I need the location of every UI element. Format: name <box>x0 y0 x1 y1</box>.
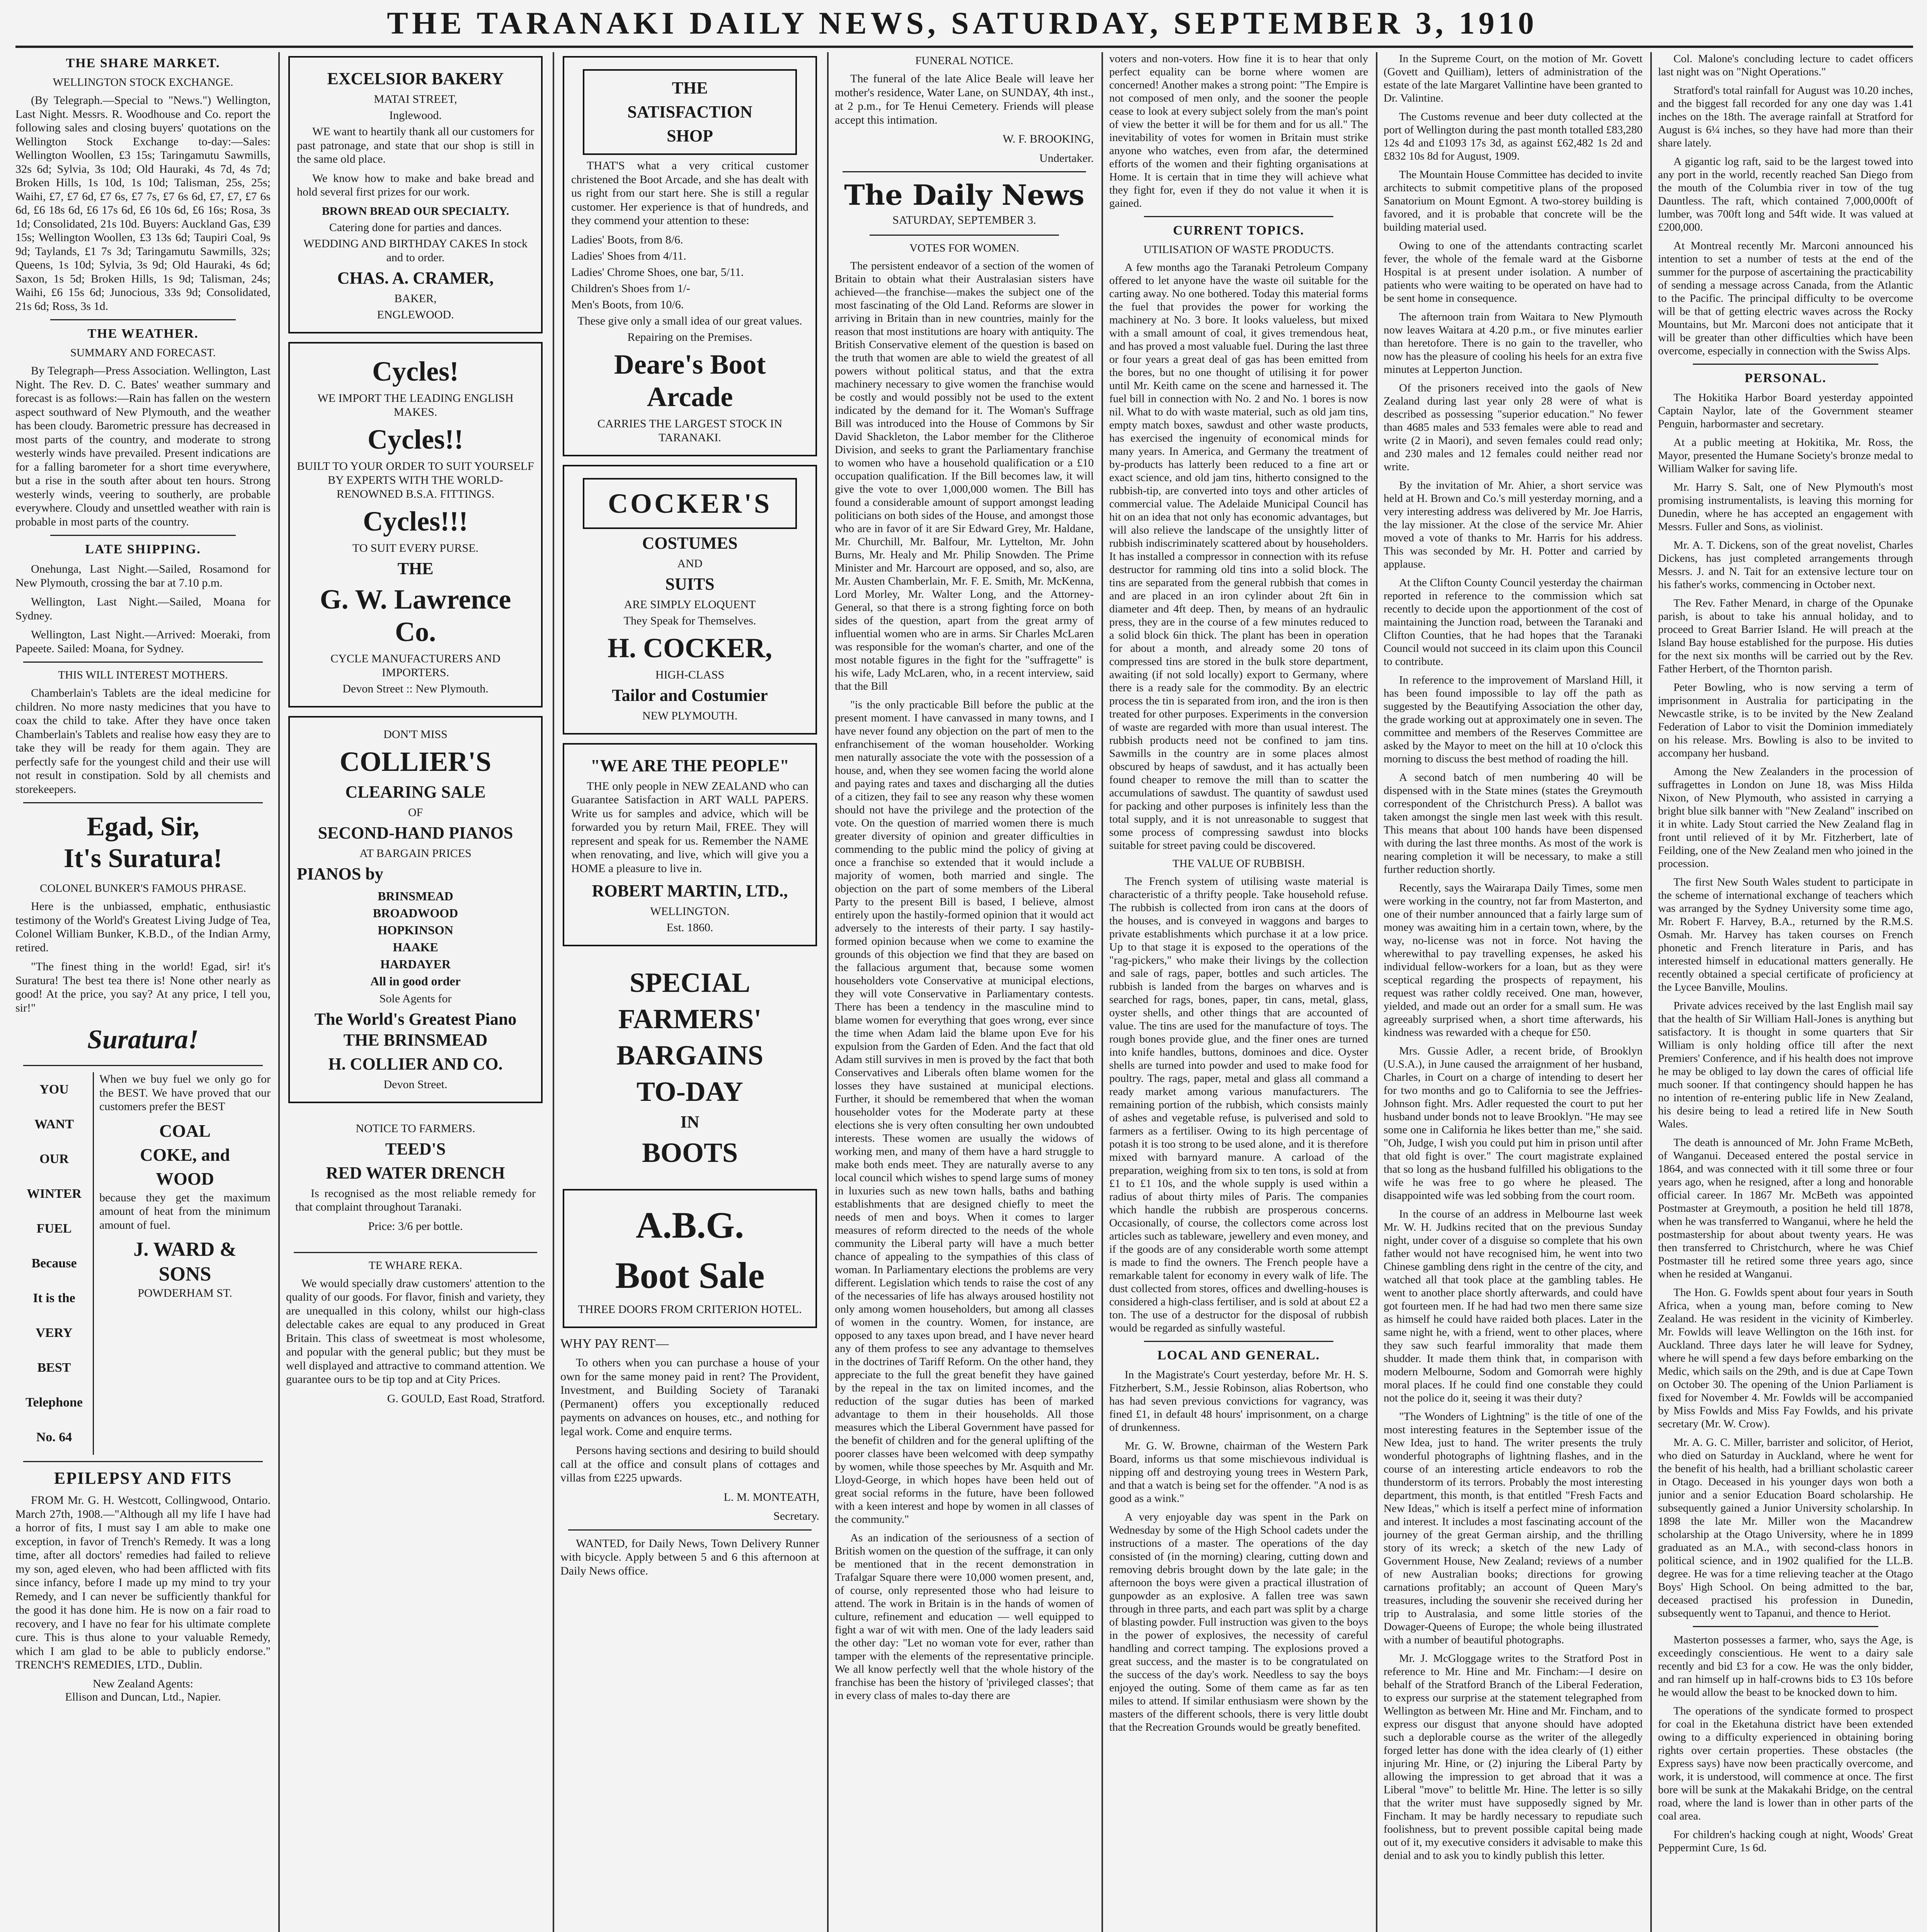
funeral-heading: FUNERAL NOTICE. <box>915 54 1013 67</box>
cycles-line: TO SUIT EVERY PURSE. <box>352 541 479 554</box>
rubbish-heading: THE VALUE OF RUBBISH. <box>1172 857 1305 870</box>
teeds-price: Price: 3/6 per bottle. <box>368 1219 463 1233</box>
lawrence-cycles-ad <box>288 342 543 707</box>
teeds-drench-ad <box>288 1112 543 1243</box>
teeds-product: RED WATER DRENCH <box>326 1163 505 1182</box>
news-paragraph: Stratford's total rainfall for August was 10.20 inches, and the biggest fall recorded for any one day was 1.41 inches on the 18th. The average rainfall at Stratford for August is 6¼ inches, so they have had more than their share lately. <box>1658 84 1913 149</box>
piano-maker: BROADWOOD <box>373 906 458 920</box>
cocker-name: COCKER'S <box>608 488 772 519</box>
personal-paragraph: The Rev. Father Menard, in charge of the Opunake parish, is about to take his annual holiday, and to proceed to Great Barrier Island. He will preach at the Island Bay house established for the purpose. His duties for the next six months will be carried out by the Rev. Father Herbert, of the Thornton parish. <box>1658 597 1913 675</box>
satisfaction-item: Ladies' Chrome Shoes, one bar, 5/11. <box>571 265 744 279</box>
masthead: THE TARANAKI DAILY NEWS, SATURDAY, SEPTEMBER 3, 1910 <box>387 5 1538 41</box>
epilepsy-agents-names: Ellison and Duncan, Ltd., Napier. <box>65 1690 221 1703</box>
egad-quote: "The finest thing in the world! Egad, sir! it's Suratura! The best tea there is! None other nearly as good! At the price, you say? At any price, I tell you, sir!" <box>15 960 271 1014</box>
divider <box>1144 1341 1333 1342</box>
bakery-brown-bread: BROWN BREAD OUR SPECIALTY. <box>322 204 509 218</box>
cocker-tailor: Tailor and Costumier <box>612 685 768 705</box>
weather-heading: THE WEATHER. <box>87 327 199 341</box>
abg-sale: Boot Sale <box>615 1255 765 1296</box>
news-paragraph: At the Clifton County Council yesterday the chairman reported in reference to the commission which sat recently to decide upon the apportionment of the cost of maintaining the Junction road, between the Taranaki and Clifton Counties, that he had hopes that the Taranaki Council would not succeed in its claim upon this Council to contribute. <box>1384 577 1643 668</box>
cycles-address: Devon Street :: New Plymouth. <box>342 682 489 695</box>
personal-paragraph: Private advices received by the last English mail say that the health of Sir William Hall-Jones is anything but satisfactory. It is thought in some quarters that Sir William is only holding office till after the next Premiers' Conference, and if his health does not improve he may be obliged to lay down the cares of official life much sooner. If that contingency should happen he has no intention of re-entering public life in New Zealand, his desire being to lead a retired life in New South Wales. <box>1658 1000 1913 1130</box>
column-separator <box>553 52 554 1932</box>
news-paragraph: In the course of an address in Melbourne last week Mr. W. H. Judkins recited that on the previous Sunday night, under cover of a disguise so complete that his own father would not have recognised him, he went into two Chinese gambling dens right in the centre of the city, and watched all that took place at the gambling tables. He went to another place shortly afterwards, and could have got fourteen men. If he had had two men there same size as himself he could have raided both places. Later in the same night he, with a friend, went to other places, where they saw such fearful immorality that made them shudder. It made them think that, in comparison with modern Melbourne, Sodom and Gomorrah were highly moral places. If he could find one constable they could not the police do it, seeing it was their duty? <box>1384 1208 1643 1404</box>
abg-boot-sale-ad <box>563 1189 817 1328</box>
share-market-heading: THE SHARE MARKET. <box>66 56 220 70</box>
whare-reka-heading: TE WHARE REKA. <box>369 1259 462 1272</box>
deares-carries: CARRIES THE LARGEST STOCK IN TARANAKI. <box>597 417 783 444</box>
bakery-body-2: We know how to make and bake bread and hold several first prizes for our work. <box>297 172 534 198</box>
news-paragraph: Mr. J. McGloggage writes to the Stratford Post in reference to Mr. Hine and Mr. Fincham:—I desire on behalf of the Stratford Branch of the Liberal Federation, to express our surprise at the statement telegraphed from Wellington as between Mr. Hine and Mr. Fincham, and to express our disgust that anyone should have adopted such a deplorable course as the writer of the allegedly forged letter has done with the idea clearly of (1) either injuring Mr. Hine, or (2) injuring the Liberal Party by allowing the impression to get abroad that it was a Liberal "move" to belittle Mr. Hine. The letter is so silly that the writer must have supposedly signed by Mr. Fincham. It may be hardly necessary to repudiate such foolishness, but to prevent possible capital being made out of it, my executive considers it advisable to make this denial and to ask you to kindly publish this letter. <box>1384 1652 1643 1862</box>
teeds-name: TEED'S <box>385 1139 446 1158</box>
satisfaction-item: Ladies' Shoes from 4/11. <box>571 249 686 262</box>
bunker-subheading: COLONEL BUNKER'S FAMOUS PHRASE. <box>40 882 246 895</box>
share-market-body: (By Telegraph.—Special to "News.") Wellington, Last Night. Messrs. R. Woodhouse and Co. report the following sales and closing buyers' quotations on the Wellington Stock Exchange to-day:—Sales: Wellington Woollen, £3 15s; Taringamutu Sawmills, 32s 6d; Sylvia, 3s 10d; Old Hauraki, 4s 7d, 4s 7d; Broken Hills, 1s 10d, 1s 10d; Talisman, 25s, 25s; Waihi, £7, £7 6d, £7 6s, £7 7s, £7 6s 6d, £7, £7, £7 6s 6d, £6 18s 6d, £6 17s 6d, £6 10s 6d, £6 16s; Rosa, 3s 1d; Consolidated, 21s 10d. Buyers: Auckland Gas, £39 15s; Wellington Woollen, £3 13s 6d; Taupiri Coal, 9s 9d; Taylands, £1 7s 3d; Taringamutu Sawmills, 32s; Queens, 1s 10d; Sylvia, 3s 9d; Old Hauraki, 4s 6d; Saxon, 1s 5d; Broken Hills, 1s 9d; Talisman, 24s; Waihi, £6 15s 6d; Junocious, 33s 9d; Consolidated, 21s 6d; Ross, 3s 1d. <box>15 94 271 313</box>
personal-paragraph: The death is announced of Mr. John Frame McBeth, of Wanganui. Deceased entered the postal service in 1864, and was connected with it till some three or four years ago, when he resigned, after a long and honorable official career. In 1867 Mr. McBeth was appointed Postmaster at Greymouth, a position he held till 1878, when he was transferred to Wanganui, where he held the postmastership for about about twenty years. He was then transferred to Christchurch, where he was Chief Postmaster till he retired some three years ago, since when he resided at Wanganui. <box>1658 1136 1913 1280</box>
funeral-body: The funeral of the late Alice Beale will leave her mother's residence, Water Lane, on SUNDAY, 4th inst., at 2 p.m., for Te Henui Cemetery. Friends will please accept this intimation. <box>835 72 1094 126</box>
deares-boot-arcade-ad <box>563 56 817 456</box>
satisfaction-item: Men's Boots, from 10/6. <box>571 298 684 311</box>
news-paragraph: For children's hacking cough at night, Woods' Great Peppermint Cure, 1s 6d. <box>1658 1828 1913 1854</box>
column-7-news <box>1658 52 1913 357</box>
shipping-heading: LATE SHIPPING. <box>85 542 201 556</box>
mothers-heading: THIS WILL INTEREST MOTHERS. <box>58 669 228 681</box>
epilepsy-agents: New Zealand Agents: <box>93 1677 193 1690</box>
divider <box>23 1065 263 1066</box>
cycles-the: THE <box>397 559 434 578</box>
shipping-item: Onehunga, Last Night.—Sailed, Rosamond for New Plymouth, crossing the bar at 7.10 p.m. <box>15 563 271 589</box>
coal-sidebar-word: WANT <box>34 1117 74 1131</box>
current-topics-heading: CURRENT TOPICS. <box>1173 223 1304 238</box>
cycles-line: WE IMPORT THE LEADING ENGLISH MAKES. <box>317 391 514 418</box>
local-general-heading: LOCAL AND GENERAL. <box>1157 1348 1320 1362</box>
bakery-cakes: WEDDING AND BIRTHDAY CAKES In stock and to order. <box>303 237 528 264</box>
collier-second-hand: SECOND-HAND PIANOS <box>318 823 513 842</box>
coal-item: WOOD <box>156 1168 214 1189</box>
cocker-costumes: COSTUMES <box>642 533 738 553</box>
weather-subheading: SUMMARY AND FORECAST. <box>70 347 216 359</box>
news-paragraph: By the invitation of Mr. Ahier, a short service was held at H. Brown and Co.'s mill yesterday morning, and a very interesting address was delivered by Mr. Joe Harris, the lay missioner. At the close of the service Mr. Ahier moved a vote of thanks to Mr. Harris for his address. This was seconded by Mr. H. Potter and carried by applause. <box>1384 479 1643 570</box>
collier-address: Devon Street. <box>383 1078 448 1091</box>
votes-continued: voters and non-voters. How fine it is to hear that only perfect equality can be borne where women are concerned! Another makes a strong point: "The Empire is not composed of men only, and the sooner the people cease to look at every subject solely from the man's point of view the better it will be for them and for us all." The inevitability of votes for women in Britain must strike anyone who watches, even from afar, the determined efforts of the women and their fighting organisations at Home. It is certain that in time they will achieve what they fight for, even if they do not value it when it is gained. <box>1109 53 1368 209</box>
votes-paragraph: "is the only practicable Bill before the public at the present moment. I have canvassed in many towns, and I have never found any objection on the part of men to the enfranchisement of the woman householder. Working men naturally associate the vote with the possession of a house, and, when they see women facing the world alone and paying rates and taxes and discharging all the duties of a citizen, they fail to see any reason why these women should not have the privilege and the protection of the vote. On the question of married women there is much greater diversity of opinion and greater difficulties in commending to the public mind the policy of giving at once a franchise so extended that it would include a majority of women, both married and single. The objection on the part of some members of the Liberal Party to the present Bill is based, I believe, almost entirely upon the hastily-formed opinion that it would act adversely to the interests of their party. I say hastily-formed opinion because when we come to examine the grounds of this objection we find that they are based on the fallacious argument that, because some women householders vote Conservative at municipal elections, they will vote Conservative in Parliamentary contests. There has been a tendency in the masculine mind to blame women for everything that goes wrong, ever since the time when Adam laid the blame upon Eve for his expulsion from the Garden of Eden. And the fact that old Adam still survives in men is proved by the fact that both Conservatives and Liberals often blame women for the losses they have sustained at municipal elections. Further, it should be remembered that when the woman householder votes for the Moderate party at these elections she is very often consulting her own undoubted interests. These women are usually the widows of working men, and many of them have a hard struggle to make both ends meet. They are naturally averse to any local council which wishes to spend large sums of money in luxuries such as new town halls, baths and bathing establishments that are designed chiefly to meet the needs of men and boys. When it comes to larger measures of reform directed to the needs of the whole community the Liberal party will have a much better chance of appealing to the sympathies of this class of woman. In Parliamentary elections the problems are very different. Legislation which tends to raise the cost of any of the necessaries of life has always aroused hostility not only among women householders, but among all classes of women in the country. Women, for instance, are opposed to any taxes upon bread, and I have never heard any of them profess to see any advantage to themselves in the doctrines of Tariff Reform. On the other hand, they appreciate to the full the great benefit they have gained by the repeal in the tax on limited incomes, and the reduction of the sugar duties has been of marked advantage to them in their households. All those measures which the Liberal Government have passed for the benefit of children and for the general uplifting of the poorer classes have been welcomed with deep sympathy by women, while those speeches by Mr. Asquith and Mr. Lloyd-George, in which hopes have been held out of great social reforms in the future, have been followed with a keen interest and hope by women in all classes of the community." <box>835 699 1094 1526</box>
column-separator <box>1101 52 1103 1932</box>
cycles-heading: Cycles!!! <box>363 505 468 537</box>
divider <box>23 1461 263 1462</box>
local-paragraph: A very enjoyable day was spent in the Park on Wednesday by some of the High School cadets under the instructions of a master. The operations of the day consisted of (in the morning) clearing, cutting down and removing debris brought down by the late gale; in the afternoon the boys were given a practical illustration of gunpowder as an explosive. A fallen tree was sawn through in three parts, and each part was split by a charge of blasting powder. Full instruction was given to the boys in the power of explosives, the necessity of careful handling and correct tamping. The explosions proved a great success, and the master is to be congratulated on the success of the day's work. Needless to say the boys enjoyed the outing. Some of them came as far as ten miles to attend. If similar enthusiasm were shown by the masters of the different schools, there is very little doubt that the Recreation Grounds would be greatly benefited. <box>1109 1511 1368 1733</box>
bargains-boots: BOOTS <box>642 1137 738 1168</box>
cocker-eloquent: ARE SIMPLY ELOQUENT <box>624 598 756 611</box>
news-paragraph: Of the prisoners received into the gaols of New Zealand during last year only 28 were of what is described as possessing "superior education." No fewer than 4685 males and 533 females were able to read and write (2 in Maori), and seven females could read only; and 230 males and 12 females could neither read nor write. <box>1384 382 1643 473</box>
personal-paragraph: The Hon. G. Fowlds spent about four years in South Africa, when a young man, before coming to New Zealand. He was resident in the vicinity of Kimberley. Mr. Fowlds will leave Wellington on the 16th inst. for Auckland. Three days later he will leave for Sydney, where he will spend a few days before embarking on the Medic, which sails on the 29th, and is due at Cape Town on October 30. The opening of the Union Parliament is fixed for November 4. Mr. Fowlds will be accompanied by Miss Fowlds and Miss Fay Fowlds, and his private secretary (Mr. W. Crow). <box>1658 1286 1913 1430</box>
cycles-line: BUILT TO YOUR ORDER TO SUIT YOURSELF BY EXPERTS WITH THE WORLD-RENOWNED B.S.A. FITTINGS. <box>297 459 534 500</box>
column-3 <box>560 52 819 1932</box>
coal-address: POWDERHAM ST. <box>138 1287 232 1299</box>
piano-maker: HOPKINSON <box>378 923 453 937</box>
votes-heading: VOTES FOR WOMEN. <box>909 242 1019 254</box>
shipping-item: Wellington, Last Night.—Arrived: Moeraki, from Papeete. Sailed: Moana, for Sydney. <box>15 628 271 655</box>
column-separator <box>1376 52 1377 1932</box>
people-firm: ROBERT MARTIN, LTD., <box>592 881 788 900</box>
personal-paragraph: The first New South Wales student to participate in the scheme of international exchange of teachers which was arranged by the Sydney University some time ago, Mr. Robert F. Harvey, B.A., returned by the R.M.S. Osmah. Mr. Harvey has taken courses on French phonetic and French literature in Paris, and has interested himself in educational matters generally. He recently obtained a special certificate of proficiency at the Lycee Banville, Moulins. <box>1658 876 1913 993</box>
rent-role: Secretary. <box>773 1510 819 1522</box>
personal-paragraph: At a public meeting at Hokitika, Mr. Ross, the Mayor, presented the Humane Society's bronze medal to William Walker for saving life. <box>1658 436 1913 475</box>
personal-paragraph: Mr. A. T. Dickens, son of the great novelist, Charles Dickens, has just completed arrangements through Messrs. J. and N. Tait for an extensive lecture tour on his father's works, commencing in October next. <box>1658 539 1913 591</box>
coal-sidebar-word: Telephone No. 64 <box>25 1395 83 1444</box>
cockers-costumes-ad <box>563 465 817 735</box>
satisfaction-body: THAT'S what a very critical customer christened the Boot Arcade, and she has dealt with us right from our start here. She is still a regular customer. Her experience is that of hundreds, and they commend your attention to these: <box>571 159 809 227</box>
bargains-line: TO-DAY <box>636 1076 744 1107</box>
divider <box>843 171 1086 172</box>
bakery-catering: Catering done for parties and dances. <box>329 221 502 234</box>
people-est: Est. 1860. <box>666 921 713 934</box>
collier-name: COLLIER'S <box>339 746 492 777</box>
editorial-nameplate: The Daily News <box>844 179 1084 211</box>
cycles-heading: Cycles!! <box>368 423 463 455</box>
personal-paragraph: Mr. Harry S. Salt, one of New Plymouth's most promising instrumentalists, is leaving this morning for Dunedin, where he has accepted an engagement with Messrs. Fuller and Sons, as violinist. <box>1658 481 1913 533</box>
cycles-heading: Cycles! <box>372 355 459 387</box>
divider <box>23 662 263 663</box>
news-paragraph: "The Wonders of Lightning" is the title of one of the most interesting features in the September issue of the New Idea, just to hand. The writer presents the truly wonderful photographs of lightning flashes, and in the course of an interesting article endeavors to rob the thunderstorm of its terrors. Probably the most interesting department, this month, is that entitled "Fresh Facts and New Ideas," which is itself a perfect mine of information and interest. It includes a most fascinating account of the journey of the great German airship, and the thrilling story of its wreck; a sketch of the new Lady of Government House, New Zealand; reviews of a number of new Australian books; directions for growing carnations profitably; an account of Queen Mary's treasures, including the souvenir she received during her trip to Australasia, and some little stories of the Dowager-Queens of Europe; the whole being illustrated with a number of beautiful photographs. <box>1384 1410 1643 1646</box>
cycles-desc: CYCLE MANUFACTURERS AND IMPORTERS. <box>330 652 500 679</box>
cocker-speak: They Speak for Themselves. <box>623 614 756 627</box>
waste-body: A few months ago the Taranaki Petroleum Company offered to let anyone have the waste oil suitable for the carting away. No one bothered. Today this material forms the fuel that provides the power for working the machinery at No. 3 bore. It looks valueless, but mixed with a small amount of coal, it gives tremendous heat, and has proved a most valuable fuel. During the last three or four years a great deal of gas has been emitted from the bores, but no one thought of utilising it for power until Mr. Keith came on the scene and harnessed it. The fuel bill in connection with No. 2 and No. 1 bores is now nil. What to do with waste material, such as old jam tins, empty match boxes, sawdust and other waste products, has exercised the ingenuity of economical minds for many years. In America, and Germany the treatment of by-products has latterly been reduced to a fine art or exact science, and old jam tins, hitherto consigned to the rubbish-tip, are converted into toys and other articles of commercial value. The Adelaide Municipal Council has hit on an idea that not only has economic advantages, but will also relieve the landscape of the unsightly litter of rubbish indiscriminately scattered about by householders. It has installed a compressor in connection with its refuse destructor for ramming old tins into a solid block. The tins are separated from the general rubbish that comes in and are placed in an iron cylinder about 2ft 6in in diameter and 4ft deep. Then, by means of an hydraulic press, they are in the course of a few minutes reduced to a solid block 6in thick. The plant has been in operation for about a month, and already some 20 tons of compressed tins are stored in the bulk store department, awaiting (if not sold locally) export to Germany, where there is a ready sale for the commodity. By an electric process the tin is separated from iron, and the iron is then treated for other purposes. Experiments in the conversion of waste are regarded with more than usual interest. The rubbish products need not be confined to jam tins. Sawmills in the country are in some places almost obscured by heaps of sawdust, and it has actually been found cheaper to remove the mill than to scatter the accumulations of sawdust. The quantity of sawdust used for packing and other purposes is infinitely less than the total supply, and it is not unreasonable to suggest that some process of compressing sawdust into blocks suitable for street paving could be discovered. <box>1109 261 1368 852</box>
coal-sidebar-word: WINTER <box>27 1187 82 1201</box>
rent-heading: WHY PAY RENT— <box>560 1337 669 1351</box>
weather-body: By Telegraph—Press Association. Wellington, Last Night. The Rev. D. C. Bates' weather summary and forecast is as follows:—Rain has fallen on the western aspect southward of New Plymouth, and the weather has been cloudy. Barometric pressure has decreased in most parts of the country, and moderate to strong westerly winds have prevailed. Present indications are for a falling barometer for a short time everywhere, but a rise in the south after about ten hours. Strong westerly winds, veering to southerly, are probable everywhere. Cloudy and unsettled weather with rain is probable in most parts of the country. <box>15 364 271 528</box>
coal-sidebar-word: VERY <box>36 1326 73 1340</box>
column-separator <box>827 52 829 1932</box>
egad-body: Here is the unbiassed, emphatic, enthusiastic testimony of the World's Greatest Living Judge of Tea, Colonel William Bunker, K.B.D., of the Indian Army, retired. <box>15 900 271 954</box>
coal-ad-sidebar <box>15 1072 94 1455</box>
column-separator <box>278 52 280 1932</box>
news-paragraph: In the Supreme Court, on the motion of Mr. Govett (Govett and Quilliam), letters of administration of the estate of the late Margaret Vallintine have been granted to Dr. Valintine. <box>1384 53 1643 104</box>
people-city: WELLINGTON. <box>650 905 730 918</box>
personal-paragraph: Mr. A. G. C. Miller, barrister and solicitor, of Heriot, who died on Saturday in Auckland, where he went for the benefit of his health, had a brilliant scholastic career in Otago. Deceased in his younger days won both a junior and a senior Education Board scholarship. He subsequently gained a Junior University scholarship. In 1898 the late Mr. Miller won the Macandrew scholarship at the Otago University, where he in 1899 graduated as an M.A., with second-class honors in political science, and in 1902 qualified for the LL.B. degree. He was for a time relieving teacher at the Otago Boys' High School. On being admitted to the bar, deceased practised his profession in Dunedin, subsequently went to Tapanui, and thence to Heriot. <box>1658 1436 1913 1619</box>
collier-makers-list <box>297 888 534 990</box>
satisfaction-the: THE <box>672 78 708 97</box>
piano-maker: HARDAYER <box>380 957 451 971</box>
coal-sidebar-word: BEST <box>37 1361 71 1375</box>
collier-bargain: AT BARGAIN PRICES <box>359 847 472 860</box>
rent-sign: L. M. MONTEATH, <box>723 1490 819 1503</box>
cocker-town: NEW PLYMOUTH. <box>642 709 738 722</box>
divider <box>1693 364 1878 365</box>
collier-pianos-by: PIANOS by <box>297 864 383 883</box>
collier-dont: DON'T MISS <box>383 728 448 741</box>
rubbish-body: The French system of utilising waste material is characteristic of a thrifty people. Take household refuse. The rubbish is collected from iron cans at the doors of the houses, and is conveyed in waggons and barges to private establishments which purchase it at a low price. Up to that stage it is exposed to the operations of the "rag-pickers," who make their livings by the collection and sale of rags, paper, bottles and such articles. The rubbish is landed from the barges on wharves and is searched for rags, bones, paper, tin cans, metal, glass, oyster shells, and other things that are accounted of value. The tins are used for the manufacture of toys. The rough bones provide glue, and the finer ones are turned into knife handles, buttons, dominoes and dice. Oyster shells are turned into powder and used to make food for poultry. The rags, paper, metal and glass all command a ready market among various manufacturers. The remaining portion of the rubbish, which consists mainly of ashes and vegetable refuse, is pulverised and sold to farmers as a fertiliser. Owing to its high percentage of potash it is too strong to be used alone, and it is therefore mixed with barnyard manure. A carload of the preparation, weighing from six to ten tons, is sold at from £1 to £1 10s, and the whole supply is used within a radius of about thirty miles of Paris. The companies which handle the rubbish are prosperous concerns. Occasionally, of course, the collectors come across lost articles such as tableware, jewellery and even money, and if the goods are of any considerable worth some attempt is made to find the owners. The French people have a remarkable talent for economy in every walk of life. The dust collected from stores, offices and dwelling-houses is considered a high-class fertiliser, and is sold at about £2 a ton. The use of a destructor for the disposal of rubbish would be regarded as sinfully wasteful. <box>1109 875 1368 1334</box>
coal-sidebar-word: YOU <box>39 1082 69 1097</box>
bakery-street: MATAI STREET, <box>374 93 457 105</box>
column-2 <box>286 52 545 1932</box>
funeral-role: Undertaker. <box>1039 151 1094 165</box>
column-7-more <box>1658 1633 1913 1854</box>
egad-heading-2: It's Suratura! <box>63 844 223 873</box>
news-paragraph: The operations of the syndicate formed to prospect for coal in the Eketahuna district have been extended owing to a difficulty experienced in obtaining boring rights over certain properties. These obstacles (the Express says) have now been practically overcome, and work, it is understood, will commence at once. The first bore will be sunk at the Makakahi Bridge, on the central road, where the land is lower than in other parts of the coal area. <box>1658 1705 1913 1822</box>
divider <box>1144 216 1333 217</box>
news-paragraph: The Customs revenue and beer duty collected at the port of Wellington during the past month totalled £83,280 12s 4d and £1093 17s 3d, as against £62,482 1s 2d and £832 10s 8d for August, 1909. <box>1384 111 1643 162</box>
bakery-town: Inglewood. <box>389 109 442 122</box>
divider <box>568 1529 812 1531</box>
piano-maker: HAAKE <box>393 940 438 954</box>
news-paragraph: Mrs. Gussie Adler, a recent bride, of Brooklyn (U.S.A.), in June caused the arraignment of her husband, Charles, in Court on a charge of intending to desert her for two months and go to California to see the Jeffries-Johnson fight. Mrs. Adler requested the court to put her husband under bonds not to leave Brooklyn. "He may see some one in California he likes better than me," she said. "Oh, Judge, I wish you could put him in prison until after that old fight is over." The court magistrate explained that so long as the husband fulfilled his obligations to the wife he was free to go where he pleased. The disappointed wife was led sobbing from the court room. <box>1384 1045 1643 1202</box>
cocker-suits: SUITS <box>665 574 715 594</box>
satisfaction-repair: Repairing on the Premises. <box>627 330 752 344</box>
divider <box>870 235 1059 236</box>
collier-agents: Sole Agents for <box>379 992 452 1005</box>
abg-location: THREE DOORS FROM CRITERION HOTEL. <box>578 1303 802 1316</box>
deares-firm: Deare's Boot Arcade <box>614 349 766 412</box>
satisfaction-item: Children's Shoes from 1/- <box>571 282 690 295</box>
column-7-personal <box>1658 391 1913 1620</box>
bargains-line: BARGAINS <box>616 1040 764 1071</box>
local-paragraph: In the Magistrate's Court yesterday, before Mr. H. S. Fitzherbert, S.M., Jessie Robinson, alias Robertson, who has had seven previous convictions for vagrancy, was fined £1, in default 48 hours' imprisonment, on a charge of drunkenness. <box>1109 1369 1368 1434</box>
robert-martin-ad <box>563 743 817 947</box>
news-paragraph: At Montreal recently Mr. Marconi announced his intention to set a number of tests at the end of the summer for the purpose of ascertaining the practicability of sending a message across Canada, from the Atlantic to the Pacific. The principal difficulty to be overcome will be that of getting electric waves across the Rocky Mountains, but Mr. Marconi does not anticipate that it will be greater than other difficulties which have been overcome, especially in connection with the Swiss Alps. <box>1658 240 1913 357</box>
bakery-body: WE want to heartily thank all our customers for past patronage, and state that our shop is still in the same old place. <box>297 125 534 165</box>
news-paragraph: A gigantic log raft, said to be the largest towed into any port in the world, recently reached San Diego from the mouth of the Columbia river in tow of the tug Dauntless. The raft, which contained 7,000,000ft of lumber, was 700ft long and 54ft wide. It was valued at £200,000. <box>1658 155 1913 233</box>
coal-item: COKE, and <box>140 1145 230 1165</box>
wanted-notice: WANTED, for Daily News, Town Delivery Runner with bicycle. Apply between 5 and 6 this afternoon at Daily News office. <box>560 1537 819 1577</box>
news-paragraph: The Mountain House Committee has decided to invite architects to submit competitive plans of the proposed Sanatorium on Mount Egmont. A two-storey building is favored, and it is probable that concrete will be the building material used. <box>1384 168 1643 233</box>
farmers-notice: NOTICE TO FARMERS. <box>356 1122 475 1135</box>
personal-paragraph: The Hokitika Harbor Board yesterday appointed Captain Naylor, late of the Government steamer Penguin, harbormaster and secretary. <box>1658 391 1913 430</box>
local-paragraph: Mr. G. W. Browne, chairman of the Western Park Board, informs us that some mischievous individual is nipping off and destroying young trees in Western Park, and that a watch is being set for the offender. "A nod is as good as a wink." <box>1109 1440 1368 1505</box>
column-7 <box>1658 52 1913 1932</box>
bakery-trade: BAKER, <box>394 292 437 305</box>
news-paragraph: Masterton possesses a farmer, who, says the Age, is exceedingly conscientious. He went to a dairy sale recently and bid £3 for a cow. He was the only bidder, and ran himself up in half-crowns bids to £3 10s before he would allow the beast to be knocked down to him. <box>1658 1634 1913 1699</box>
epilepsy-body: FROM Mr. G. H. Westcott, Collingwood, Ontario. March 27th, 1908.—"Although all my life I have had a horror of fits, I must say I am able to make one exception, in favor of Trench's Remedy. It was a long time, after all doctors' remedies had failed to relieve my son, aged eleven, who had been afflicted with fits since infancy, before I made up my mind to try your Remedy, and I can never be sufficiently thankful for the good it has done him. He is now on a fair road to recovery, and I have no fear for his ultimate complete cure. This is thus alone to your valuable Remedy, which I am glad to be able to publicly endorse." TRENCH'S REMEDIES, LTD., Dublin. <box>15 1494 271 1671</box>
news-paragraph: The afternoon train from Waitara to New Plymouth now leaves Waitara at 4.20 p.m., or five minutes earlier than heretofore. There is no gain to the traveller, who now has the pleasure of cooling his heels for an extra five minutes at Lepperton Junction. <box>1384 311 1643 376</box>
coal-sidebar-word: OUR <box>39 1152 69 1166</box>
mothers-body: Chamberlain's Tablets are the ideal medicine for children. No more nasty medicines that you have to coax the child to take. After they have once taken Chamberlain's Tablets and realise how easy they are to take they will be ready for them again. They are perfectly safe for the youngest child and their use will not result in constipation. Sold by all chemists and storekeepers. <box>15 687 271 796</box>
personal-paragraph: Peter Bowling, who is now serving a term of imprisonment in Australia for participating in the Newcastle strike, is to be invited by the New Zealand Federation of Labor to visit the Dominion immediately on his release. Mrs. Bowling is also to be invited to accompany her husband. <box>1658 681 1913 759</box>
column-1 <box>15 52 271 1932</box>
divider <box>1693 1626 1878 1627</box>
funeral-sign: W. F. BROOKING, <box>1003 133 1094 145</box>
coal-ad-body-2: because they get the maximum amount of heat from the minimum amount of fuel. <box>99 1191 271 1231</box>
ward-coal-ad <box>15 1072 271 1455</box>
people-body: THE only people in NEW ZEALAND who can Guarantee Satisfaction in ART WALL PAPERS. Write us for samples and advice, which will be forwarded you by return Mail, FREE. They will represent and speak for us. Remember the NAME when renovating, and live, which will give you a HOME a pleasure to live in. <box>571 779 809 875</box>
satisfaction-more: These give only a small idea of our great values. <box>577 314 802 327</box>
bargains-line: SPECIAL <box>629 967 751 998</box>
satisfaction-shop: SHOP <box>667 126 713 145</box>
suratura-logo: Suratura! <box>87 1025 199 1054</box>
coal-ad-body: When we buy fuel we only go for the BEST. We have proved that our customers prefer the BEST <box>99 1073 271 1113</box>
egad-heading: Egad, Sir, <box>87 812 199 842</box>
news-paragraph: A second batch of men numbering 40 will be dispensed with in the State mines (states the Greymouth correspondent of the Christchurch Press). A ballot was taken amongst the single men last week with this result. This means that about 100 hands have been dispensed with during the last three months. As most of the work is nearing completion it will be necessary, to make a still further reduction shortly. <box>1384 771 1643 876</box>
cycles-firm: G. W. Lawrence Co. <box>320 583 511 647</box>
coal-item: COAL <box>159 1121 211 1141</box>
divider <box>50 535 236 536</box>
farmers-bargains-ad <box>563 955 817 1180</box>
cocker-firm: H. COCKER, <box>607 632 773 663</box>
collier-greatest: The World's Greatest Piano THE BRINSMEAD <box>314 1009 517 1049</box>
news-paragraph: Recently, says the Wairarapa Daily Times, some men were working in the country, not far from Masterton, and one of their number announced that a fairly large sum of money was awaiting him in a certain town, where, by the way, no-license was not in force. Not having the wherewithal to pay travelling expenses, he asked his individual fellow-workers for a loan, but as they were sceptical regarding the prospects of repayment, his request was rather coldly received. One man, however, yielded, and made out an order for a small sum. He was agreeably surprised when, a short time afterwards, his kindness was rewarded with a cheque for £50. <box>1384 882 1643 1039</box>
divider <box>23 802 263 803</box>
news-paragraph: Col. Malone's concluding lecture to cadet officers last night was on "Night Operations." <box>1658 53 1913 78</box>
teeds-body: Is recognised as the most reliable remedy for that complaint throughout Taranaki. <box>295 1187 536 1213</box>
rent-body: To others when you can purchase a house of your own for the same money paid in rent? The Provident, Investment, and Building Society of Taranaki (Permanent) offers you exceptionally reduced payments on advances on houses, etc., and nothing for legal work. Come and enquire terms. <box>560 1356 819 1438</box>
bakery-place: ENGLEWOOD. <box>377 308 454 321</box>
personal-heading: PERSONAL. <box>1745 371 1827 385</box>
coal-sidebar-word: Because <box>31 1256 77 1270</box>
collier-of: OF <box>408 806 423 819</box>
whare-reka-sign: G. GOULD, East Road, Stratford. <box>387 1392 545 1405</box>
column-separator <box>1650 52 1652 1932</box>
cocker-class: HIGH-CLASS <box>655 668 725 681</box>
votes-paragraph: The persistent endeavor of a section of the women of Britain to obtain what their Australasian sisters have achieved—the franchise—makes the subject one of the most fascinating of the Old Land. Reforms are slower in arriving in Britain than in new countries, mainly for the reason that most institutions are hoary with antiquity. The British Conservative element of the question is based on the truth that women are able to wield the greatest of all powers without political status, and that the extra machinery necessary to give women the franchise would be costly and would possibly not be used to the extent indicated by the demand for it. The Woman's Suffrage Bill was introduced into the House of Commons by Sir David Shackleton, the Labor member for the Clitheroe Division, and seeks to grant the Parliamentary franchise to women who have a household qualification or a £10 occupation qualification. If the Bill becomes law, it will give the vote to over 1,000,000 women. The Bill has found a considerable amount of support amongst leading politicians on both sides of the House, and amongst those who are in favor of it are Sir Edward Grey, Mr. Haldane, Mr. Churchill, Mr. Balfour, Mr. Lyttelton, Mr. John Burns, Mr. Healy and Mr. Philip Snowden. The Prime Minister and Mr. Harcourt are opposed, and so, also, are Mr. Austen Chamberlain, Mr. F. E. Smith, Mr. McKenna, Lord Morley, Mr. Walter Long, and the Attorney-General, so that there is a strong fighting force on both sides of the question, apart from the great army of influential women who are in arms. Sir Charles McLaren was responsible for the woman's charter, and one of the most notable figures in the fight for the "suffragette" is his wife, Lady McLaren, who, in a recent interview, said that the Bill <box>835 260 1094 692</box>
stock-exchange-subheading: WELLINGTON STOCK EXCHANGE. <box>53 76 233 88</box>
column-4 <box>835 52 1094 1932</box>
rent-persons: Persons having sections and desiring to build should call at the office and consult plans of cottages and villas from £225 upwards. <box>560 1444 819 1484</box>
votes-paragraph: As an indication of the seriousness of a section of British women on the question of the suffrage, it can only be mentioned that in the recent demonstration in Trafalgar Square there were 10,000 women present, and, of course, only represented those who had leisure to attend. The work in Britain is in the hands of women of culture, refinement and education — well equipped to fight a war of wit with men. One of the lady leaders said the other day: "Let no woman vote for ever, rather than tamper with the elements of the representative principle. We all know perfectly well that the whole history of the franchise has been the history of 'privileged classes'; that in every class of males to-day there are <box>835 1532 1094 1702</box>
whare-reka-body: We would specially draw customers' attention to the quality of our goods. For flavor, finish and variety, they are unequalled in this colony, whilst our high-class delectable cakes are equal to any produced in Great Britain. This class of sweetmeat is most wholesome, and popular with the general public; but they must be well displayed and attractive to command attention. We guarantee ours to be tip top and at City Prices. <box>286 1277 545 1386</box>
cocker-and: AND <box>677 557 703 570</box>
masthead-rule <box>15 46 1913 48</box>
collier-pianos-ad <box>288 716 543 1103</box>
divider <box>50 319 236 320</box>
coal-sidebar-word: FUEL <box>36 1221 72 1236</box>
shipping-item: Wellington, Last Night.—Sailed, Moana for Sydney. <box>15 595 271 622</box>
abg-name: A.B.G. <box>635 1204 744 1246</box>
column-5 <box>1109 52 1368 1932</box>
satisfaction-item: Ladies' Boots, from 8/6. <box>571 233 683 246</box>
bakery-name: EXCELSIOR BAKERY <box>327 69 504 88</box>
news-paragraph: Owing to one of the attendants contracting scarlet fever, the whole of the female ward at the Gisborne Hospital is at present under isolation. A number of patients who were waiting to be operated on have had to be sent home in consequence. <box>1384 240 1643 304</box>
waste-heading: UTILISATION OF WASTE PRODUCTS. <box>1143 243 1334 256</box>
news-paragraph: In reference to the improvement of Marsland Hill, it has been found impossible to lay off the path as suggested by the Beautifying Association the other day, the grade working out at approximately one in seven. The committee and members of the Reserves Committee are asked by the Mayor to meet on the hill at 10 o'clock this morning to discuss the best method of roading the hill. <box>1384 674 1643 765</box>
personal-paragraph: Among the New Zealanders in the procession of suffragettes in London on June 18, was Miss Hilda Nixon, of New Plymouth, who assisted in carrying a bright blue silk banner with "New Zealand" inscribed on it in white. Lady Stout carried the New Zealand flag in front until relieved of it by Mr. Fitzherbert, late of Feilding, one of the New Zealand men who joined in the procession. <box>1658 765 1913 870</box>
column-6 <box>1384 52 1643 1932</box>
people-quote: "WE ARE THE PEOPLE" <box>591 756 789 775</box>
editorial-dateline: SATURDAY, SEPTEMBER 3. <box>892 214 1036 226</box>
bargains-line: FARMERS' <box>618 1003 762 1034</box>
coal-firm-2: SONS <box>158 1263 211 1285</box>
collier-firm: H. COLLIER AND CO. <box>328 1054 503 1073</box>
coal-sidebar-word: It is the <box>33 1291 75 1305</box>
excelsior-bakery-ad <box>288 56 543 333</box>
bargains-in: IN <box>680 1112 700 1131</box>
piano-maker: All in good order <box>370 974 461 988</box>
divider <box>294 1252 537 1253</box>
coal-firm: J. WARD & <box>133 1238 237 1260</box>
bakery-owner: CHAS. A. CRAMER, <box>337 268 494 287</box>
satisfaction-word: SATISFACTION <box>627 102 752 121</box>
collier-clearing: CLEARING SALE <box>345 782 486 801</box>
epilepsy-heading: EPILEPSY AND FITS <box>54 1469 232 1488</box>
piano-maker: BRINSMEAD <box>378 889 453 903</box>
